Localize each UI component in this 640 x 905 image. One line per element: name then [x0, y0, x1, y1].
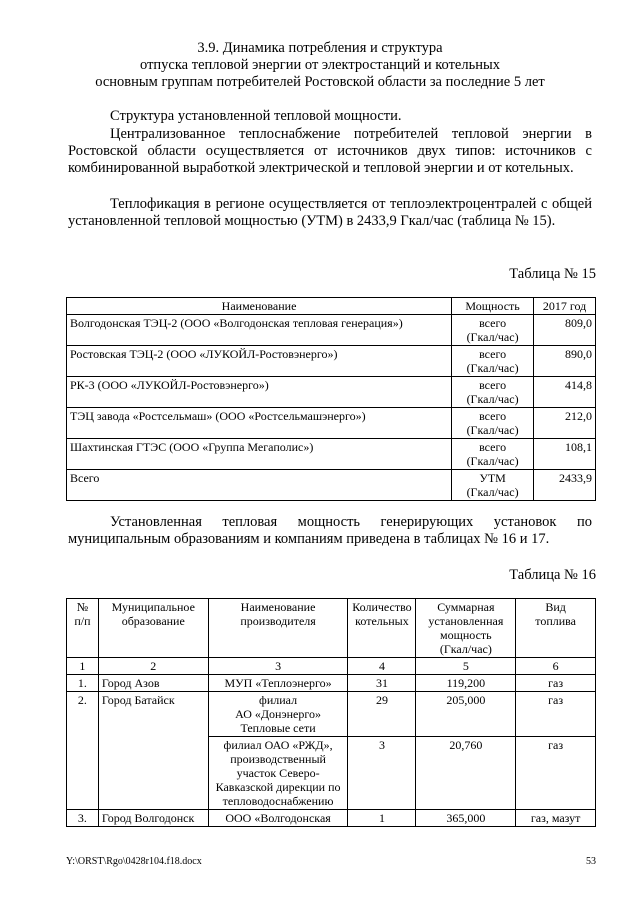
municipality: Город Волгодонск [98, 810, 208, 827]
power-value: 212,0 [534, 408, 596, 439]
header-year: 2017 год [534, 298, 596, 315]
header-power: Мощность [452, 298, 534, 315]
header-producer: Наименование производителя [208, 599, 348, 658]
colnum: 1 [67, 658, 99, 675]
fuel: газ [516, 737, 596, 810]
header-capacity: Суммарная установленная мощность (Гкал/час) [416, 599, 516, 658]
row-number: 1. [67, 675, 99, 692]
row-number: 2. [67, 692, 99, 810]
table-16 [66, 598, 596, 827]
capacity: 20,760 [416, 737, 516, 810]
header-number: № п/п [67, 599, 99, 658]
total-label: Всего [67, 470, 452, 501]
power-unit: УТМ (Гкал/час) [452, 470, 534, 501]
plant-name: ТЭЦ завода «Ростсельмаш» (ООО «Ростсельмашэнерго») [67, 408, 452, 439]
power-unit: всего (Гкал/час) [452, 439, 534, 470]
colnum: 3 [208, 658, 348, 675]
power-value: 108,1 [534, 439, 596, 470]
table-row [67, 315, 596, 346]
power-unit: всего (Гкал/час) [452, 315, 534, 346]
boiler-count: 29 [348, 692, 416, 737]
section-title: Структура установленной тепловой мощности. [110, 108, 402, 124]
plant-name: Шахтинская ГТЭС (ООО «Группа Мегаполис») [67, 439, 452, 470]
plant-name: Волгодонская ТЭЦ-2 (ООО «Волгодонская тепловая генерация») [67, 315, 452, 346]
footer-file-path: Y:\ORST\Rgo\0428r104.f18.docx [66, 856, 202, 867]
plant-name: РК-3 (ООО «ЛУКОЙЛ-Ростовэнерго») [67, 377, 452, 408]
boiler-count: 31 [348, 675, 416, 692]
header-fuel: Вид топлива [516, 599, 596, 658]
table-15 [66, 297, 596, 501]
table-total-row [67, 470, 596, 501]
fuel: газ, мазут [516, 810, 596, 827]
total-value: 2433,9 [534, 470, 596, 501]
table-row [67, 692, 596, 737]
header-name: Наименование [67, 298, 452, 315]
producer: МУП «Теплоэнерго» [208, 675, 348, 692]
paragraph-3: Установленная тепловая мощность генерирующих установок по муниципальным образованиям и компаниям приведена в таблицах № 16 и 17. [68, 514, 592, 547]
power-value: 890,0 [534, 346, 596, 377]
page-number: 53 [586, 856, 596, 867]
plant-name: Ростовская ТЭЦ-2 (ООО «ЛУКОЙЛ-Ростовэнерго») [67, 346, 452, 377]
table-row [67, 810, 596, 827]
colnum: 6 [516, 658, 596, 675]
municipality: Город Батайск [98, 692, 208, 810]
power-value: 809,0 [534, 315, 596, 346]
table-row [67, 408, 596, 439]
section-heading [60, 40, 580, 91]
table-row [67, 439, 596, 470]
table-row [67, 675, 596, 692]
column-number-row [67, 658, 596, 675]
boiler-count: 3 [348, 737, 416, 810]
municipality: Город Азов [98, 675, 208, 692]
producer: ООО «Волгодонская [208, 810, 348, 827]
header-municipality: Муниципальное образование [98, 599, 208, 658]
colnum: 2 [98, 658, 208, 675]
header-boiler-count: Количество котельных [348, 599, 416, 658]
paragraph-1: Централизованное теплоснабжение потребителей тепловой энергии в Ростовской области осуществляется от источников двух типов: источников с комбинированной выработкой электрической и тепловой энергии и от котельных. [68, 126, 592, 176]
colnum: 4 [348, 658, 416, 675]
power-unit: всего (Гкал/час) [452, 377, 534, 408]
producer: филиал АО «Донэнерго» Тепловые сети [208, 692, 348, 737]
boiler-count: 1 [348, 810, 416, 827]
paragraph-2: Теплофикация в регионе осуществляется от теплоэлектроцентралей с общей установленной тепловой мощностью (УТМ) в 2433,9 Гкал/час (таблица № 15). [68, 196, 592, 229]
capacity: 205,000 [416, 692, 516, 737]
row-number: 3. [67, 810, 99, 827]
colnum: 5 [416, 658, 516, 675]
power-unit: всего (Гкал/час) [452, 346, 534, 377]
table-16-caption: Таблица № 16 [509, 567, 596, 583]
capacity: 119,200 [416, 675, 516, 692]
power-value: 414,8 [534, 377, 596, 408]
fuel: газ [516, 692, 596, 737]
table-row [67, 377, 596, 408]
heading-line-2: отпуска тепловой энергии от электростанций и котельных [140, 57, 500, 73]
heading-line-3: основным группам потребителей Ростовской области за последние 5 лет [95, 74, 545, 90]
table-15-caption: Таблица № 15 [509, 266, 596, 282]
capacity: 365,000 [416, 810, 516, 827]
fuel: газ [516, 675, 596, 692]
table-row [67, 346, 596, 377]
power-unit: всего (Гкал/час) [452, 408, 534, 439]
producer: филиал ОАО «РЖД», производственный участок Северо- Кавказской дирекции по тепловодоснабжению [208, 737, 348, 810]
table-header-row [67, 298, 596, 315]
heading-line-1: 3.9. Динамика потребления и структура [197, 40, 443, 56]
table-header-row [67, 599, 596, 658]
